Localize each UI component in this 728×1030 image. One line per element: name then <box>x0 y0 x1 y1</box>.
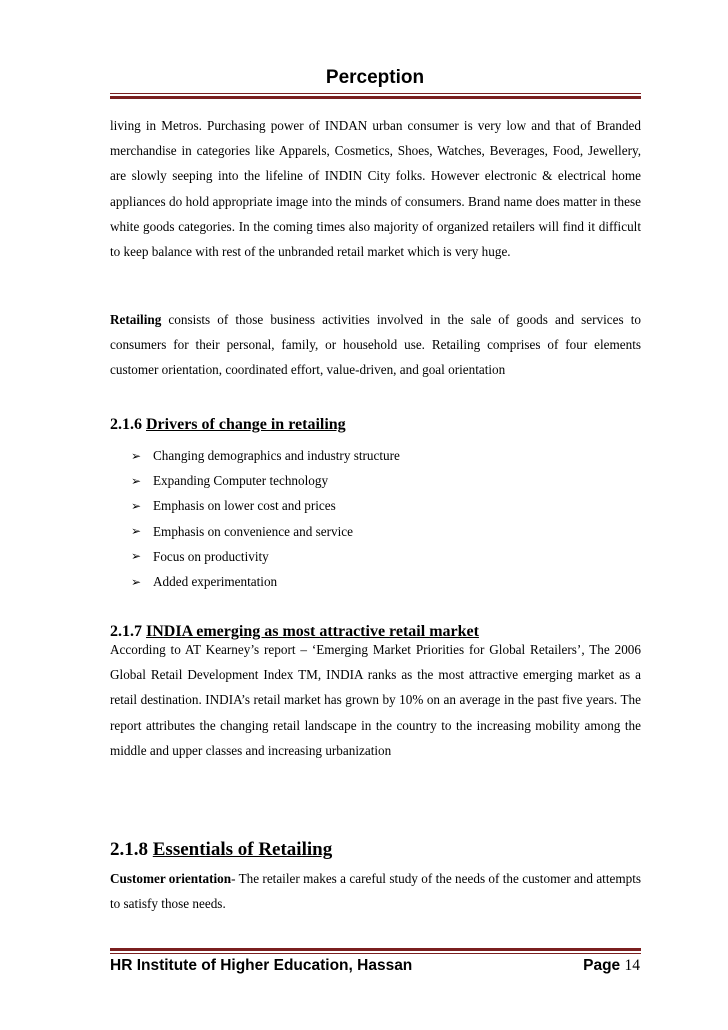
page-number <box>583 956 640 976</box>
intro-text: living in Metros. Purchasing power of INDAN urban consumer is very low and that of Branded merchandise in categories like Apparels, Cosmetics, Shoes, Watches, Beverages, Food, Jewellery, are slowly seeping into the lifeline of INDIN City folks. However electronic & electrical home appliances do hold appropriate image into the minds of consumers. Brand name does matter in these white goods categories. In the coming times also majority of organized retailers will find it difficult to keep balance with rest of the unbranded retail market which is very huge. <box>110 118 641 260</box>
footer-institute: HR Institute of Higher Education, Hassan <box>110 957 413 974</box>
section-title: Drivers of change in retailing <box>146 416 346 433</box>
page-number-value: 14 <box>624 957 640 974</box>
retailing-paragraph <box>110 307 641 383</box>
section-title: INDIA emerging as most attractive retail market <box>146 623 479 640</box>
intro-paragraph <box>110 113 641 264</box>
page-header-title: Perception <box>325 67 425 88</box>
india-text: According to AT Kearney’s report – ‘Emerging Market Priorities for Global Retailers’, The 2006 Global Retail Development Index TM, INDIA ranks as the most attractive emerging market as a retail destination. INDIA’s retail market has grown by 10% on an average in the past five years. The report attributes the changing retail landscape in the country to the increasing mobility among the middle and upper classes and increasing urbanization <box>110 642 641 758</box>
arrow-bullet-icon: ➢ <box>131 498 142 513</box>
arrow-bullet-icon: ➢ <box>131 473 142 488</box>
header-rule <box>110 93 641 99</box>
section-heading-2-1-6 <box>110 414 641 436</box>
customer-orientation-text: - The retailer makes a careful study of the needs of the customer and attempts to satisfy those needs. <box>110 871 641 912</box>
list-item: ➢ Focus on productivity <box>131 548 269 564</box>
footer-rule <box>110 948 641 954</box>
section-number: 2.1.8 <box>110 839 153 860</box>
arrow-bullet-icon: ➢ <box>131 448 142 463</box>
list-item: ➢ Emphasis on convenience and service <box>131 523 353 539</box>
list-item: ➢ Expanding Computer technology <box>131 473 329 489</box>
page-label: Page <box>583 957 621 974</box>
section-heading-2-1-8 <box>110 838 641 862</box>
section-number: 2.1.7 <box>110 623 146 640</box>
arrow-bullet-icon: ➢ <box>131 549 142 564</box>
list-item: ➢ Emphasis on lower cost and prices <box>131 498 336 514</box>
section-title: Essentials of Retailing <box>152 839 333 860</box>
drivers-list <box>131 443 400 594</box>
essentials-paragraph <box>110 866 641 916</box>
india-paragraph <box>110 637 641 763</box>
retailing-text: consists of those business activities involved in the sale of goods and services to consumers for their personal, family, or household use. Retailing comprises of four elements customer orientation, coordinated effort, value-driven, and goal orientation <box>110 312 641 378</box>
list-item: ➢ Added experimentation <box>131 573 278 589</box>
arrow-bullet-icon: ➢ <box>131 524 142 539</box>
retailing-term: Retailing <box>110 312 162 327</box>
arrow-bullet-icon: ➢ <box>131 574 142 589</box>
customer-orientation-term: Customer orientation <box>110 871 232 886</box>
list-item: ➢ Changing demographics and industry structure <box>131 448 400 463</box>
section-number: 2.1.6 <box>110 416 146 433</box>
